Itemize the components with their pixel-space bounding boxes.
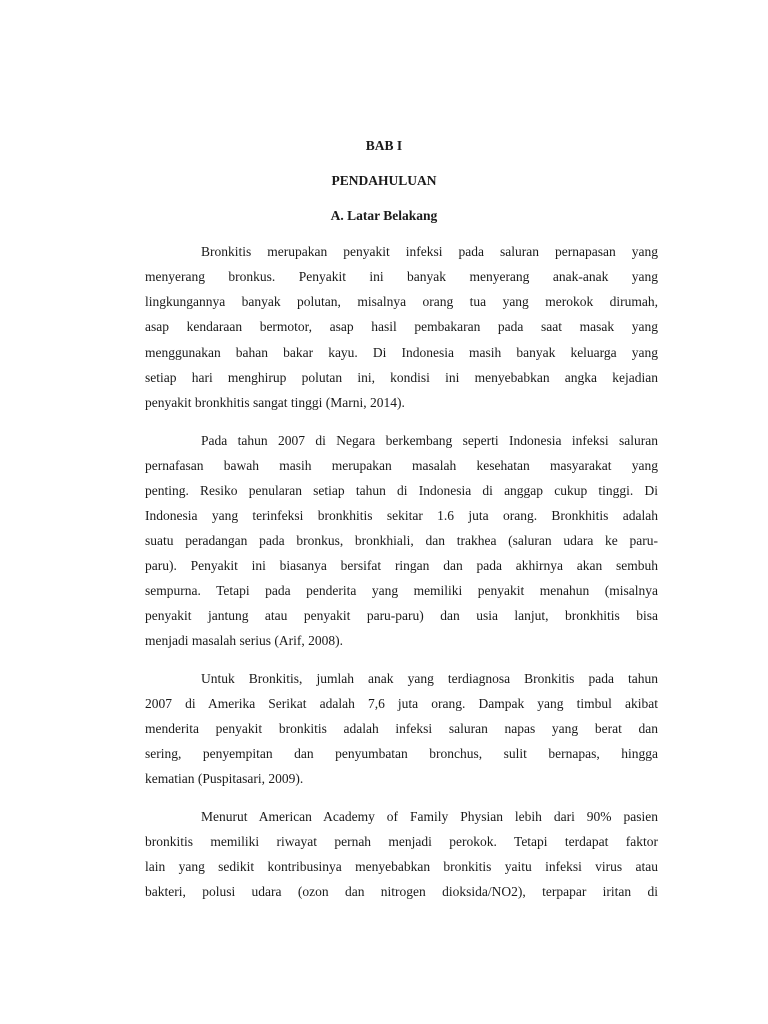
paragraph-1-line: asap kendaraan bermotor, asap hasil pembakaran pada saat masak yang <box>145 319 658 334</box>
paragraph-1-line: setiap hari menghirup polutan ini, kondisi ini menyebabkan angka kejadian <box>145 370 658 385</box>
paragraph-3-line: 2007 di Amerika Serikat adalah 7,6 juta orang. Dampak yang timbul akibat <box>145 696 658 711</box>
paragraph-4-line: lain yang sedikit kontribusinya menyebabkan bronkitis yaitu infeksi virus atau <box>145 859 658 874</box>
paragraph-2-line: suatu peradangan pada bronkus, bronkhiali, dan trakhea (saluran udara ke paru- <box>145 533 658 548</box>
paragraph-1-line: lingkungannya banyak polutan, misalnya orang tua yang merokok dirumah, <box>145 294 658 309</box>
chapter-title: PENDAHULUAN <box>331 173 437 188</box>
paragraph-2-line: Indonesia yang terinfeksi bronkhitis sekitar 1.6 juta orang. Bronkhitis adalah <box>145 508 658 523</box>
paragraph-4-line: bronkitis memiliki riwayat pernah menjadi perokok. Tetapi terdapat faktor <box>145 834 658 849</box>
paragraph-4-line: bakteri, polusi udara (ozon dan nitrogen dioksida/NO2), terpapar iritan di <box>145 884 658 899</box>
paragraph-2-line: sempurna. Tetapi pada penderita yang memiliki penyakit menahun (misalnya <box>145 583 658 598</box>
paragraph-1-line: Bronkitis merupakan penyakit infeksi pada saluran pernapasan yang <box>201 244 658 259</box>
paragraph-2-line: penyakit jantung atau penyakit paru-paru) dan usia lanjut, bronkhitis bisa <box>145 608 658 623</box>
paragraph-3-line: Untuk Bronkitis, jumlah anak yang terdiagnosa Bronkitis pada tahun <box>201 671 658 686</box>
paragraph-2-line: Pada tahun 2007 di Negara berkembang seperti Indonesia infeksi saluran <box>201 433 658 448</box>
paragraph-3-line: sering, penyempitan dan penyumbatan bronchus, sulit bernapas, hingga <box>145 746 658 761</box>
paragraph-2-line: penting. Resiko penularan setiap tahun di Indonesia di anggap cukup tinggi. Di <box>145 483 658 498</box>
paragraph-2-line: menjadi masalah serius (Arif, 2008). <box>145 633 343 648</box>
paragraph-1-line: penyakit bronkhitis sangat tinggi (Marni, 2014). <box>145 395 405 410</box>
section-title: A. Latar Belakang <box>330 208 438 223</box>
paragraph-3-line: kematian (Puspitasari, 2009). <box>145 771 304 786</box>
paragraph-1-line: menggunakan bahan bakar kayu. Di Indonesia masih banyak keluarga yang <box>145 345 658 360</box>
paragraph-3-line: menderita penyakit bronkitis adalah infeksi saluran napas yang berat dan <box>145 721 658 736</box>
paragraph-2-line: pernafasan bawah masih merupakan masalah kesehatan masyarakat yang <box>145 458 658 473</box>
paragraph-1-line: menyerang bronkus. Penyakit ini banyak menyerang anak-anak yang <box>145 269 658 284</box>
paragraph-2-line: paru). Penyakit ini biasanya bersifat ringan dan pada akhirnya akan sembuh <box>145 558 658 573</box>
chapter-number: BAB I <box>365 138 403 153</box>
paragraph-4-line: Menurut American Academy of Family Physian lebih dari 90% pasien <box>201 809 658 824</box>
